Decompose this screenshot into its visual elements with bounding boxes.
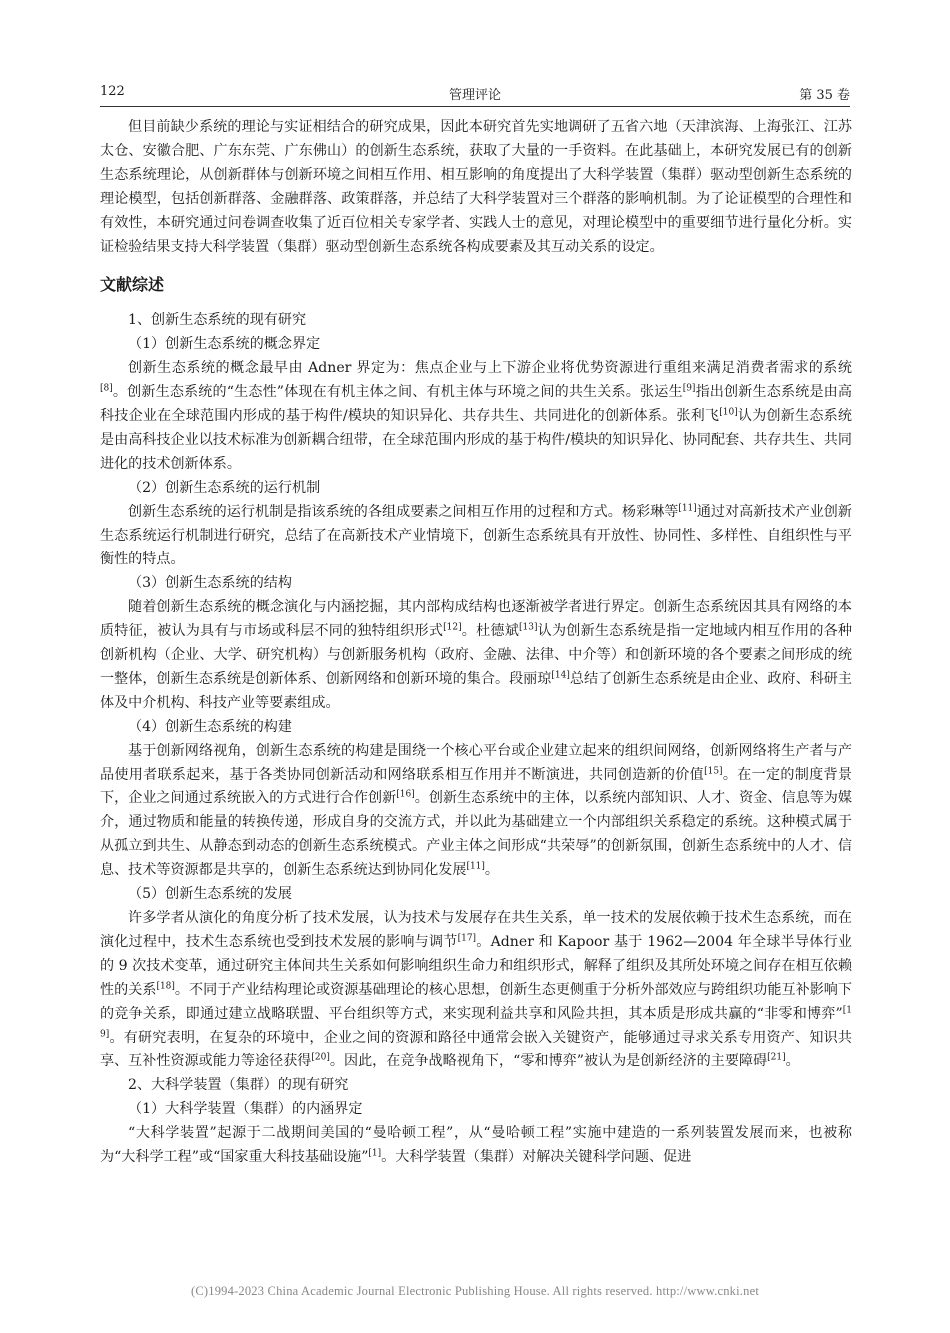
citation: [1] [368, 1148, 382, 1159]
paragraph-construction: 基于创新网络视角，创新生态系统的构建是围绕一个核心平台或企业建立起来的组织间网络，创新网络将生产者与产品使用者联系起来，基于各类协同创新活动和网络联系相互作用并不断演进，共同创造新的价值[15]。在一定的制度背景下，企业之间通过系统嵌入的方式进行合作创新[16]。创新生态系统中的主体，以系统内部知识、人才、资金、信息等为媒介，通过物质和能量的转换传递，形成自身的交流方式，并以此为基础建立一个内部组织关系稳定的系统。这种模式属于从孤立到共生、从静态到动态的创新生态系统模式。产业主体之间形成“共荣辱”的创新氛围，创新生态系统中的人才、信息、技术等资源都是共享的，创新生态系统达到协同化发展[11]。 [100, 742, 853, 879]
citation: [8] [100, 383, 113, 394]
citation: [11] [678, 502, 697, 513]
paragraph-structure: 随着创新生态系统的概念演化与内涵挖掘，其内部构成结构也逐渐被学者进行界定。创新生态系统因其具有网络的本质特征，被认为具有与市场或科层不同的独特组织形式[12]。杜德斌[13]认为创新生态系统是指一定地域内相互作用的各种创新机构（企业、大学、研究机构）与创新服务机构（政府、金融、法律、中介等）和创新环境的各个要素之间形成的统一整体，创新生态系统是创新体系、创新网络和创新环境的集合。段丽琼[14]总结了创新生态系统是由企业、政府、科研主体及中介机构、科技产业等要素组成。 [100, 599, 853, 711]
citation: [18] [156, 981, 175, 992]
header-rule [100, 106, 850, 107]
citation: [19] [100, 1004, 852, 1039]
heading-mechanism: （2）创新生态系统的运行机制 [128, 479, 321, 496]
citation: [9] [682, 383, 696, 394]
volume-label: 第 35 卷 [799, 88, 850, 103]
intro-paragraph: 但目前缺少系统的理论与实证相结合的研究成果，因此本研究首先实地调研了五省六地（天津滨海、上海张江、江苏太仓、安徽合肥、广东东莞、广东佛山）的创新生态系统，获取了大量的一手资料。在此基础上，本研究发展已有的创新生态系统理论，从创新群体与创新环境之间相互作用、相互影响的角度提出了大科学装置（集群）驱动型创新生态系统的理论模型，包括创新群落、金融群落、政策群落，并总结了大科学装置对三个群落的影响机制。为了论证模型的合理性和有效性，本研究通过问卷调查收集了近百位相关专家学者、实践人士的意见，对理论模型中的重要细节进行量化分析。实证检验结果支持大科学装置（集群）驱动型创新生态系统各构成要素及其互动关系的设定。 [100, 119, 852, 255]
section-title: 文献综述 [100, 275, 165, 295]
heading-concept: （1）创新生态系统的概念界定 [128, 336, 321, 353]
heading-big-science-definition: （1）大科学装置（集群）的内涵界定 [128, 1101, 363, 1118]
copyright-footer: (C)1994-2023 China Academic Journal Electronic Publishing House. All rights reserved. http://www.cnki.net [190, 1284, 759, 1298]
paragraph-mechanism: 创新生态系统的运行机制是指该系统的各组成要素之间相互作用的过程和方式。杨彩琳等[11]通过对高新技术产业创新生态系统运行机制进行研究，总结了在高新技术产业情境下，创新生态系统具有开放性、协同性、多样性、自组织性与平衡性的特点。 [100, 502, 853, 568]
citation: [13] [519, 622, 538, 633]
citation: [14] [551, 670, 570, 681]
page-number: 122 [100, 84, 125, 99]
page-header [100, 84, 850, 106]
paragraph-big-science: “大科学装置”起源于二战期间美国的“曼哈顿工程”，从“曼哈顿工程”实施中建造的一系列装置发展而来，也被称为“大科学工程”或“国家重大科技基础设施”[1]。大科学装置（集群）对解决关键科学问题、促进 [100, 1125, 852, 1166]
citation: [21] [767, 1052, 786, 1063]
subsection-heading-1: 1、创新生态系统的现有研究 [128, 312, 307, 329]
journal-name: 管理评论 [448, 88, 501, 103]
citation: [10] [719, 407, 738, 418]
citation: [12] [443, 622, 462, 633]
paragraph-development: 许多学者从演化的角度分析了技术发展，认为技术与发展存在共生关系，单一技术的发展依赖于技术生态系统，而在演化过程中，技术生态系统也受到技术发展的影响与调节[17]。Adner 和 Kapoor 基于 1962—2004 年全球半导体行业的 9 次技术变革，通过研究主体间共生关系如何影响组织生命力和组织形式，解释了组织及其所处环境之间存在相互依赖性的关系[18]。不同于产业结构理论或资源基础理论的核心思想，创新生态更侧重于分析外部效应与跨组织功能互补影响下的竞争关系，即通过建立战略联盟、平台组织等方式，来实现利益共享和风险共担，其本质是形成共赢的“非零和博弈”[19]。有研究表明，在复杂的环境中，企业之间的资源和路径中通常会嵌入关键资产，能够通过寻求关系专用资产、知识共享、互补性资源或能力等途径获得[20]。因此，在竞争战略视角下，“零和博弈”被认为是创新经济的主要障碍[21]。 [100, 910, 853, 1070]
heading-construction: （4）创新生态系统的构建 [128, 718, 292, 735]
subsection-heading-2: 2、大科学装置（集群）的现有研究 [128, 1077, 349, 1094]
citation: [20] [311, 1052, 330, 1063]
citation: [15] [704, 765, 723, 776]
heading-development: （5）创新生态系统的发展 [128, 886, 292, 903]
paragraph-concept: 创新生态系统的概念最早由 Adner 界定为：焦点企业与上下游企业将优势资源进行重组来满足消费者需求的系统[8]。创新生态系统的“生态性”体现在有机主体之间、有机主体与环境之间的共生关系。张运生[9]指出创新生态系统是由高科技企业在全球范围内形成的基于构件/模块的知识异化、共存共生、共同进化的创新体系。张利飞[10]认为创新生态系统是由高科技企业以技术标准为创新耦合纽带，在全球范围内形成的基于构件/模块的知识异化、协同配套、共存共生、共同进化的技术创新体系。 [100, 360, 853, 472]
heading-structure: （3）创新生态系统的结构 [128, 575, 292, 592]
citation: [11] [466, 861, 485, 872]
citation: [17] [457, 933, 477, 944]
citation: [16] [396, 789, 415, 800]
article-body [100, 116, 852, 1170]
